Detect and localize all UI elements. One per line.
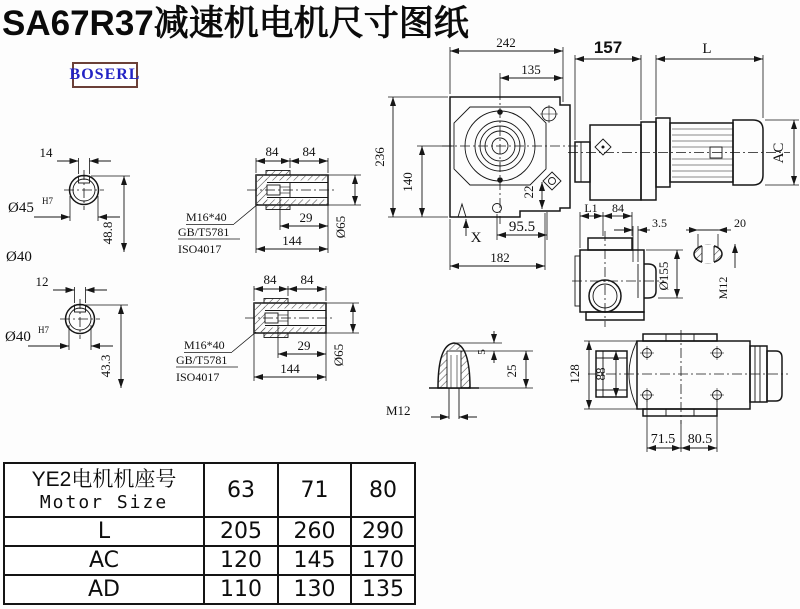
dim-bolt-label: M12 [716, 276, 730, 300]
dim-length-label: 144 [280, 361, 300, 376]
dim-shaft-height-label: 48.8 [100, 221, 115, 245]
bolt-spec-label: M16*40 [186, 210, 227, 224]
bolt-spec-label: M16*40 [184, 338, 225, 352]
row-label-AD: AD [4, 575, 204, 604]
page-title: SA67R37减速机电机尺寸图纸 [2, 4, 469, 43]
dim-height-label: 236 [372, 147, 387, 167]
view-shaft-section-top [6, 145, 130, 265]
table-header-row [4, 463, 415, 517]
dim-seg2-label: 84 [300, 272, 314, 287]
dim-height-inner-label: 140 [400, 172, 415, 192]
dim-bore-tolerance-label: H7 [38, 325, 49, 335]
dim-height-label: 128 [567, 364, 582, 384]
dim-depth-label: 29 [299, 210, 313, 225]
dim-gear-length-label: 157 [593, 38, 623, 57]
dim-x-mark-label: X [470, 230, 482, 246]
dim-motor-length-label: L [702, 41, 712, 57]
motor-size-table [3, 462, 416, 605]
view-flange-side [572, 201, 746, 327]
dim-thickness-label: 3.5 [652, 216, 667, 230]
value-AC-71: 145 [278, 546, 351, 575]
boserl-logo: BOSERL [72, 62, 138, 88]
dim-width-inner-label: 135 [521, 62, 541, 77]
dim-key-width-label: 14 [39, 145, 53, 160]
view-hollow-sleeve-bottom [176, 272, 359, 384]
dim-foot1-label: 71.5 [650, 432, 676, 447]
value-L-80: 290 [351, 517, 415, 546]
value-AC-80: 170 [351, 546, 415, 575]
table-row-AC [4, 546, 415, 575]
view-shaft-section-bottom [5, 274, 128, 388]
view-gearmotor-side [568, 38, 799, 200]
dim-shaft-od-label: Ø40 [6, 249, 32, 265]
standard-gb-label: GB/T5781 [178, 225, 230, 239]
dim-key-width-label: 12 [35, 274, 49, 289]
value-L-63: 205 [204, 517, 278, 546]
motor-size-header-en: Motor Size [39, 491, 169, 513]
value-AD-80: 135 [351, 575, 415, 604]
dim-length-label: 144 [282, 233, 302, 248]
view-bottom [567, 330, 788, 452]
row-label-L: L [4, 517, 204, 546]
standard-iso-label: ISO4017 [178, 242, 222, 256]
table-row-L [4, 517, 415, 546]
view-housing-front [372, 35, 578, 270]
motor-size-header-cn: YE2电机机座号 [31, 467, 177, 491]
value-L-71: 260 [278, 517, 351, 546]
column-frame-63: 63 [204, 463, 278, 517]
dim-25-label: 25 [504, 364, 519, 378]
dim-l1-label: L1 [584, 201, 598, 215]
dim-foot2-label: 80.5 [687, 432, 713, 447]
dim-base-label: 182 [490, 250, 510, 265]
value-AD-63: 110 [204, 575, 278, 604]
view-plug-detail [386, 331, 533, 419]
dim-seg2-label: 84 [302, 144, 316, 159]
dim-84-label: 84 [612, 201, 624, 215]
view-hollow-sleeve-top [178, 144, 361, 256]
standard-iso-label: ISO4017 [176, 370, 220, 384]
dim-motor-dia-label: AC [771, 142, 787, 164]
table-row-AD [4, 575, 415, 604]
value-AC-63: 120 [204, 546, 278, 575]
row-label-AC: AC [4, 546, 204, 575]
dim-seg1-label: 84 [263, 272, 277, 287]
dim-od-label: Ø65 [333, 215, 348, 239]
standard-gb-label: GB/T5781 [176, 353, 228, 367]
dim-width-label: 242 [496, 35, 516, 50]
dim-foot-label: 95.5 [508, 219, 536, 235]
dim-step-label: 22 [521, 185, 536, 199]
value-AD-71: 130 [278, 575, 351, 604]
column-frame-71: 71 [278, 463, 351, 517]
dim-bore-label: Ø40 [5, 329, 31, 345]
dim-shaft-height-label: 43.3 [98, 354, 113, 378]
dim-bore-tolerance-label: H7 [42, 196, 53, 206]
dim-5-label: 5 [476, 349, 488, 355]
dim-thread-label: M12 [386, 403, 411, 418]
dim-flange-dia-label: Ø155 [656, 261, 671, 291]
dim-seg1-label: 84 [265, 144, 279, 159]
motor-size-header [4, 463, 204, 517]
dim-depth-label: 29 [297, 338, 311, 353]
dim-20-label: 20 [734, 216, 746, 230]
dim-inner-label: 88 [593, 367, 608, 381]
dim-od-label: Ø65 [331, 343, 346, 367]
column-frame-80: 80 [351, 463, 415, 517]
dim-bore-label: Ø45 [8, 200, 34, 216]
